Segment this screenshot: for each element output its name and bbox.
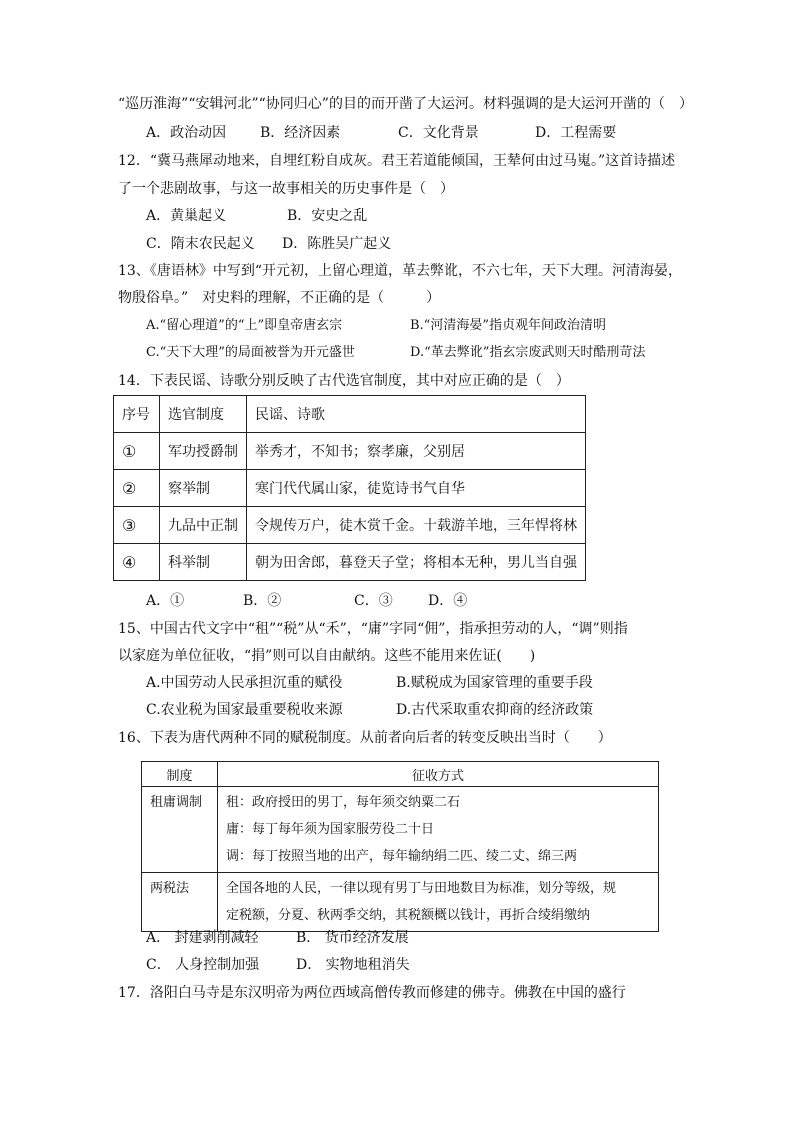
table-cell: 举秀才，不知书；察孝廉，父别居: [247, 433, 586, 470]
q12-stem-line1: 12．“冀马燕犀动地来，自埋红粉自成灰。君王若道能倾国，王辇何由过马嵬。”这首诗描述: [118, 153, 676, 169]
table-header-row: [142, 762, 659, 787]
q16-stem: 16、下表为唐代两种不同的赋税制度。从前者向后者的转变反映出当时（ ）: [118, 730, 612, 746]
table-cell: 科举制: [160, 544, 247, 581]
table-row: [114, 470, 586, 507]
q14-option-b[interactable]: B．②: [243, 593, 282, 609]
q16-option-a[interactable]: A． 封建剥削减轻: [146, 930, 259, 946]
q12-stem-line2: 了一个悲剧故事，与这一故事相关的历史事件是（ ）: [118, 181, 454, 197]
table-cell: ②: [114, 470, 160, 507]
table-row: [114, 544, 586, 581]
q14-option-c[interactable]: C．③: [354, 593, 393, 609]
q13-option-a[interactable]: A.“留心理道”的“上”即皇帝唐玄宗: [146, 318, 343, 333]
table-row: [114, 507, 586, 544]
q16-option-b[interactable]: B． 货币经济发展: [296, 930, 409, 946]
q16-table: [141, 761, 659, 932]
q11-option-a[interactable]: A．政治动因: [146, 125, 227, 141]
q16-liangshui-line2: 定税额，分夏、秋两季交纳，其税额概以钱计，再折合绫绢缴纳: [226, 908, 591, 923]
q11-option-d[interactable]: D．工程需要: [535, 125, 617, 141]
q14-stem: 14．下表民谣、诗歌分别反映了古代选官制度，其中对应正确的是（ ）: [118, 373, 570, 389]
q11-option-b[interactable]: B．经济因素: [260, 125, 341, 141]
q16-zu-line: 租：政府授田的男丁，每年须交纳粟二石: [226, 795, 461, 810]
q16-diao-line: 调：每丁按照当地的出产，每年输纳绢二匹、绫二丈、绵三两: [226, 849, 578, 864]
q12-option-c[interactable]: C．隋末农民起义: [146, 236, 255, 252]
q16-liangshui-line1: 全国各地的人民，一律以现有男丁与田地数目为标准，划分等级，规: [226, 881, 617, 896]
table-cell: 寒门代代属山家，徒览诗书气自华: [247, 470, 586, 507]
q15-option-b[interactable]: B.赋税成为国家管理的重要手段: [396, 675, 593, 691]
q15-option-a[interactable]: A.中国劳动人民承担沉重的赋役: [146, 675, 343, 691]
table-header-cell: 民谣、诗歌: [247, 396, 586, 433]
table-cell: 租庸调制: [142, 787, 218, 873]
q12-option-a[interactable]: A．黄巢起义: [146, 208, 227, 224]
table-row: [142, 787, 659, 873]
q11-stem-tail: “巡历淮海”“安辑河北”“协同归心”的目的而开凿了大运河。材料强调的是大运河开凿的（ ）: [118, 96, 693, 112]
q15-option-c[interactable]: C.农业税为国家最重要税收来源: [146, 702, 343, 718]
q14-option-d[interactable]: D．④: [428, 593, 468, 609]
table-row: [114, 433, 586, 470]
table-cell: 察举制: [160, 470, 247, 507]
table-cell: ④: [114, 544, 160, 581]
q15-stem-line1: 15、中国古代文字中“租”“税”从“禾”，“庸”字同“佣”，指承担劳动的人，“调”则指: [118, 621, 628, 637]
q14-table: [113, 395, 586, 581]
q13-option-d[interactable]: D.“革去弊讹”指玄宗废武则天时酷刑苛法: [410, 345, 646, 360]
table-cell: ①: [114, 433, 160, 470]
q15-option-d[interactable]: D.古代采取重农抑商的经济政策: [396, 702, 594, 718]
table-cell: [218, 787, 659, 873]
q11-option-c[interactable]: C．文化背景: [398, 125, 479, 141]
q15-stem-line2: 以家庭为单位征收，“捐”则可以自由献纳。这些不能用来佐证( ): [118, 648, 536, 664]
table-header-cell: 序号: [114, 396, 160, 433]
q13-option-c[interactable]: C.“天下大理”的局面被誉为开元盛世: [146, 345, 355, 360]
table-cell: ③: [114, 507, 160, 544]
q16-option-d[interactable]: D． 实物地租消失: [296, 957, 410, 973]
table-header-row: [114, 396, 586, 433]
table-cell: 九品中正制: [160, 507, 247, 544]
q16-yong-line: 庸：每丁每年须为国家服劳役二十日: [226, 822, 435, 837]
table-cell: 两税法: [142, 873, 218, 932]
table-cell: [218, 873, 659, 932]
table-row: [142, 873, 659, 932]
table-cell: 令规传万户，徒木赏千金。十载游羊地，三年悍将林: [247, 507, 586, 544]
table-header-cell: 制度: [142, 762, 218, 787]
q13-option-b[interactable]: B.“河清海晏”指贞观年间政治清明: [410, 318, 606, 333]
q13-stem-line2: 物殷俗阜。” 对史料的理解，不正确的是（ ）: [118, 290, 441, 306]
table-cell: 朝为田舍郎，暮登天子堂；将相本无种，男儿当自强: [247, 544, 586, 581]
q12-option-b[interactable]: B．安史之乱: [287, 208, 368, 224]
q16-option-c[interactable]: C． 人身控制加强: [146, 957, 260, 973]
q12-option-d[interactable]: D．陈胜吴广起义: [282, 236, 392, 252]
table-header-cell: 征收方式: [218, 762, 659, 787]
q14-option-a[interactable]: A．①: [146, 593, 185, 609]
q13-stem-line1: 13、《唐语林》中写到“开元初，上留心理道，革去弊讹，不六七年，天下大理。河清海晏，: [118, 263, 682, 279]
table-cell: 军功授爵制: [160, 433, 247, 470]
table-header-cell: 选官制度: [160, 396, 247, 433]
q17-stem-line1: 17．洛阳白马寺是东汉明帝为两位西域高僧传教而修建的佛寺。佛教在中国的盛行: [118, 985, 626, 1001]
